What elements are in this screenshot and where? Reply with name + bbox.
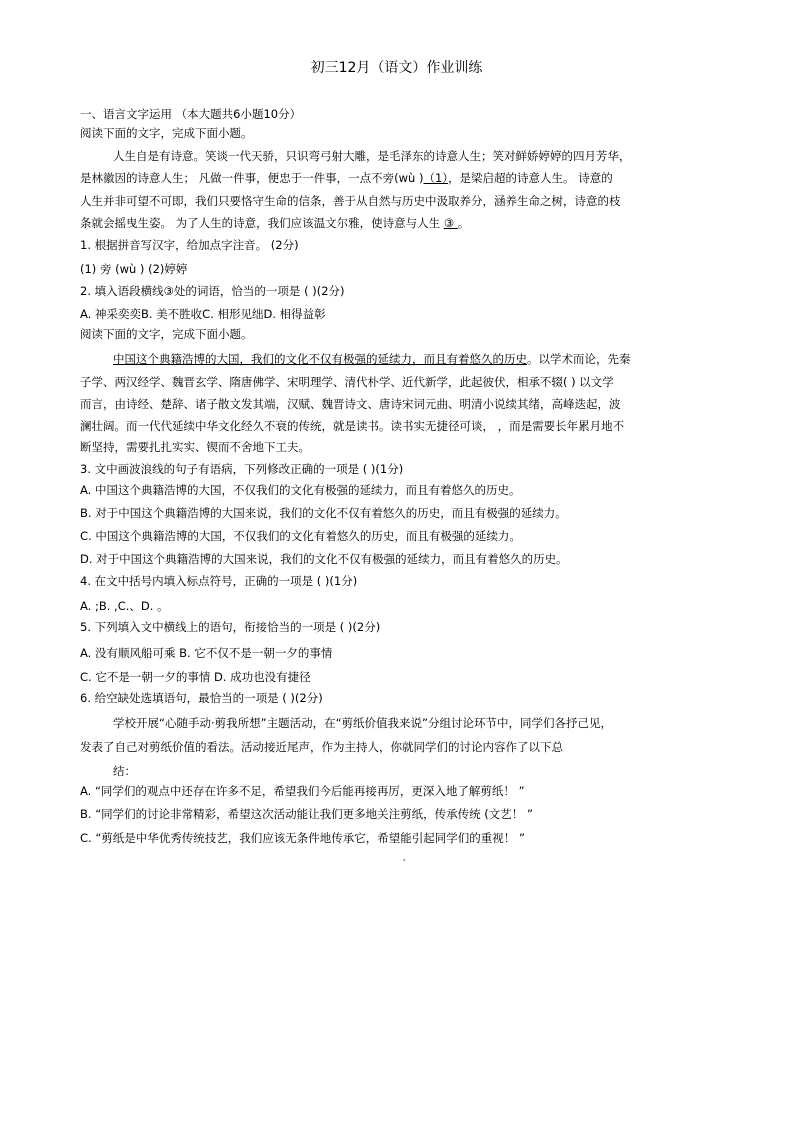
blank-1: （1） bbox=[423, 171, 449, 185]
passage1-line: 人生并非可望不可即，我们只要恪守生命的信条，善于从自然与历史中汲取养分，涵养生命之树，诗意的枝 bbox=[80, 194, 621, 208]
passage2-line: 断坚持，需要扎扎实实、锲而不舍地下工夫。 bbox=[80, 440, 310, 454]
question-6-passage-line: 发表了自己对剪纸价值的看法。活动接近尾声，作为主持人，你就同学们的讨论内容作了以下总 bbox=[80, 740, 563, 754]
passage2-line: 子学、两汉经学、魏晋玄学、隋唐佛学、宋明理学、清代朴学、近代新学，此起彼伏，相承不辍( ) 以文学 bbox=[80, 375, 614, 389]
question-6-option: C. “剪纸是中华优秀传统技艺，我们应该无条件地传承它，希望能引起同学们的重视！ ” bbox=[80, 831, 525, 845]
reading-instruction: 阅读下面的文字，完成下面小题。 bbox=[80, 126, 253, 140]
passage2-line bbox=[113, 352, 631, 367]
passage1-line bbox=[80, 216, 469, 231]
wavy-underlined-sentence: 中国这个典籍浩博的大国，我们的文化不仅有极强的延续力，而且有着悠久的历史 bbox=[113, 352, 527, 366]
passage1-line bbox=[80, 171, 613, 186]
passage1-line: 人生自是有诗意。笑谈一代天骄，只识弯弓射大雕，是毛泽东的诗意人生；笑对鲜娇婷婷的四月芳华， bbox=[113, 149, 631, 163]
question-3-option: B. 对于中国这个典籍浩博的大国来说，我们的文化不仅有着悠久的历史，而且有极强的延续力。 bbox=[80, 506, 567, 520]
passage2-text: 。以学术而论，先秦 bbox=[527, 352, 631, 366]
question-6-passage-line: 学校开展“心随手动·剪我所想”主题活动，在“剪纸价值我来说”分组讨论环节中，同学们各抒己见， bbox=[113, 716, 612, 730]
question-2: 2. 填入语段横线③处的词语，恰当的一项是 ( )(2分) bbox=[80, 284, 345, 298]
question-6-option: B. “同学们的讨论非常精彩，希望这次活动能让我们更多地关注剪纸，传承传统 (文艺！ ” bbox=[80, 807, 533, 821]
question-4-options: A. ;B. ,C.、D. 。 bbox=[80, 599, 169, 613]
question-1-item: (1) 旁 (wù ) (2)婷婷 bbox=[80, 262, 188, 276]
blank-3: ③ bbox=[443, 216, 458, 230]
question-5-options: A. 没有顺风船可乘 B. 它不仅不是一朝一夕的事情 bbox=[80, 646, 333, 660]
question-6-option: A. “同学们的观点中还存在许多不足，希望我们今后能再接再厉，更深入地了解剪纸！ ” bbox=[80, 784, 525, 798]
question-3-option: A. 中国这个典籍浩博的大国，不仅我们的文化有极强的延续力，而且有着悠久的历史。 bbox=[80, 483, 521, 497]
question-6: 6. 给空缺处选填语句，最恰当的一项是 ( )(2分) bbox=[80, 691, 323, 705]
reading-instruction: 阅读下面的文字，完成下面小题。 bbox=[80, 327, 253, 341]
question-5: 5. 下列填入文中横线上的语句，衔接恰当的一项是 ( )(2分) bbox=[80, 620, 381, 634]
passage1-text: 。 bbox=[457, 216, 470, 230]
passage1-text: ，是梁启超的诗意人生。 诗意的 bbox=[448, 171, 613, 185]
section-heading: 一、语言文字运用 （本大题共6小题10分） bbox=[80, 107, 302, 121]
page-title: 初三12月（语文）作业训练 bbox=[310, 60, 483, 76]
question-2-options: A. 神采奕奕B. 美不胜收C. 相形见绌D. 相得益彰 bbox=[80, 307, 326, 321]
passage1-text: 是林徽因的诗意人生； 凡做一件事，便忠于一件事，一点不旁(wù ) bbox=[80, 171, 424, 185]
question-6-passage-line: 结： bbox=[113, 764, 136, 778]
passage2-line: 而言，由诗经、楚辞、诸子散文发其端，汉赋、魏晋诗文、唐诗宋词元曲、明清小说续其绪，高峰迭起，波 bbox=[80, 397, 621, 411]
passage1-text: 条就会摇曳生姿。 为了人生的诗意，我们应该温文尔雅，使诗意与人生 bbox=[80, 216, 444, 230]
question-3: 3. 文中画波浪线的句子有语病，下列修改正确的一项是 ( )(1分) bbox=[80, 462, 404, 476]
passage2-line: 澜壮阔。而一代代延续中华文化经久不衰的传统，就是读书。读书实无捷径可谈， ，而是需要长年累月地不 bbox=[80, 419, 625, 433]
question-1: 1. 根据拼音写汉字，给加点字注音。 (2分) bbox=[80, 238, 299, 252]
question-3-option: D. 对于中国这个典籍浩博的大国来说，我们的文化不仅有极强的延续力，而且有着悠久的历史。 bbox=[80, 552, 568, 566]
question-5-options: C. 它不是一朝一夕的事情 D. 成功也没有捷径 bbox=[80, 670, 311, 684]
footer-mark: ' bbox=[403, 858, 406, 867]
question-4: 4. 在文中括号内填入标点符号，正确的一项是 ( )(1分) bbox=[80, 574, 358, 588]
question-3-option: C. 中国这个典籍浩博的大国，不仅我们的文化有着悠久的历史，而且有极强的延续力。 bbox=[80, 529, 521, 543]
